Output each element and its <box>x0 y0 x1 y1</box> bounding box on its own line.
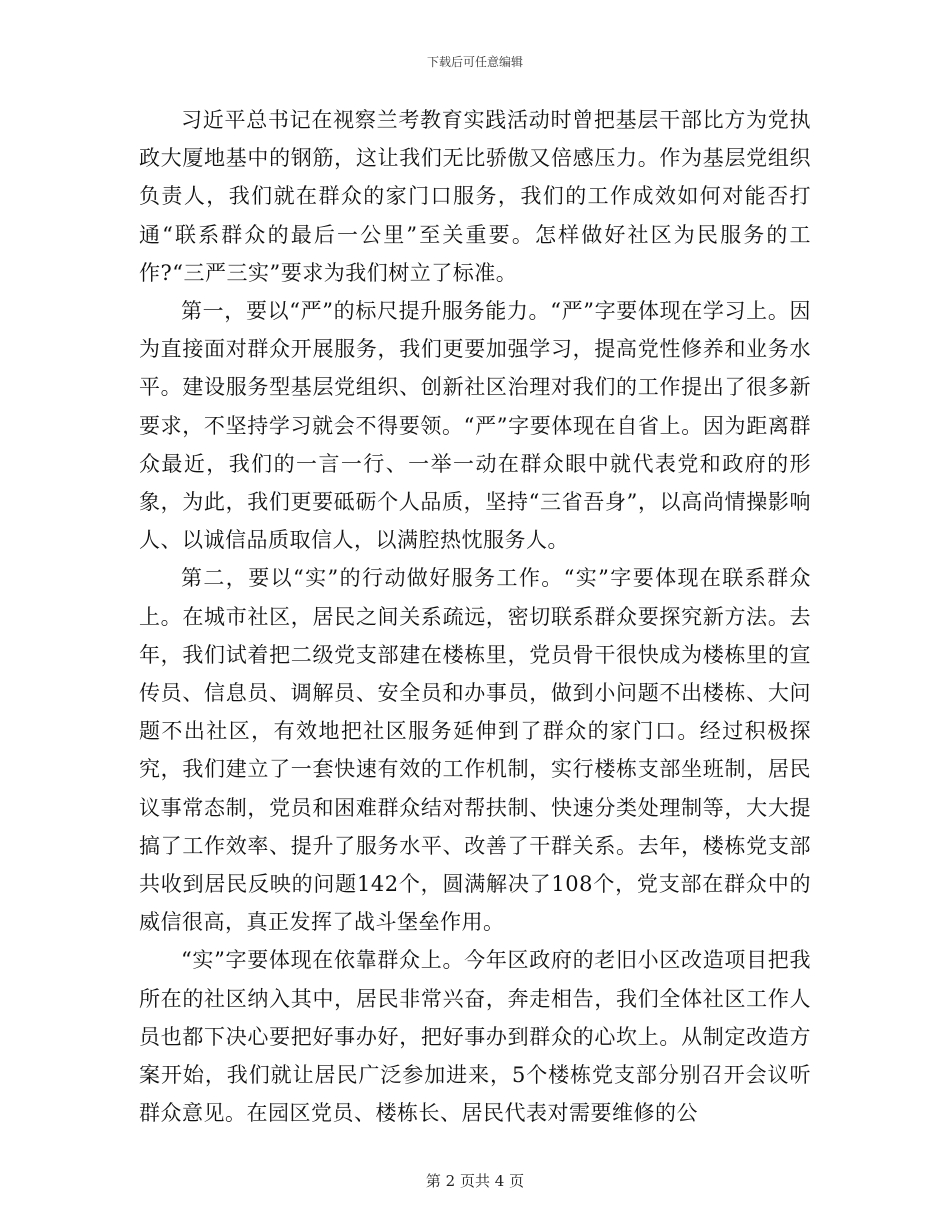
page-header: 下载后可任意编辑 <box>426 55 523 69</box>
paragraph-2: 第一，要以“严”的标尺提升服务能力。“严”字要体现在学习上。因为直接面对群众开展服务，我们更要加强学习，提高党性修养和业务水平。建设服务型基层党组织、创新社区治理对我们的工作提出了很多新要求，不坚持学习就会不得要领。“严”字要体现在自省上。因为距离群众最近，我们的一言一行、一举一动在群众眼中就代表党和政府的形象，为此，我们更要砥砺个人品质，坚持“三省吾身”，以高尚情操影响人、以诚信品质取信人，以满腔热忱服务人。 <box>139 299 811 553</box>
page-footer: 第 2 页共 4 页 <box>425 1172 525 1190</box>
paragraph-3: 第二，要以“实”的行动做好服务工作。“实”字要体现在联系群众上。在城市社区，居民之间关系疏远，密切联系群众要探究新方法。去年，我们试着把二级党支部建在楼栋里，党员骨干很快成为楼栋里的宣传员、信息员、调解员、安全员和办事员，做到小问题不出楼栋、大问题不出社区，有效地把社区服务延伸到了群众的家门口。经过积极探究，我们建立了一套快速有效的工作机制，实行楼栋支部坐班制，居民议事常态制，党员和困难群众结对帮扶制、快速分类处理制等，大大提搞了工作效率、提升了服务水平、改善了干群关系。去年，楼栋党支部共收到居民反映的问题142个，圆满解决了108个，党支部在群众中的威信很高，真正发挥了战斗堡垒作用。 <box>139 566 811 935</box>
body-text <box>139 101 811 1132</box>
paragraph-1: 习近平总书记在视察兰考教育实践活动时曾把基层干部比方为党执政大厦地基中的钢筋，这让我们无比骄傲又倍感压力。作为基层党组织负责人，我们就在群众的家门口服务，我们的工作成效如何对能否打通“联系群众的最后一公里”至关重要。怎样做好社区为民服务的工作?“三严三实”要求为我们树立了标准。 <box>139 108 811 285</box>
paragraph-4: “实”字要体现在依靠群众上。今年区政府的老旧小区改造项目把我所在的社区纳入其中，居民非常兴奋，奔走相告，我们全体社区工作人员也都下决心要把好事办好，把好事办到群众的心坎上。从制定改造方案开始，我们就让居民广泛参加进来，5个楼栋党支部分别召开会议听群众意见。在园区党员、楼栋长、居民代表对需要维修的公 <box>139 948 811 1126</box>
